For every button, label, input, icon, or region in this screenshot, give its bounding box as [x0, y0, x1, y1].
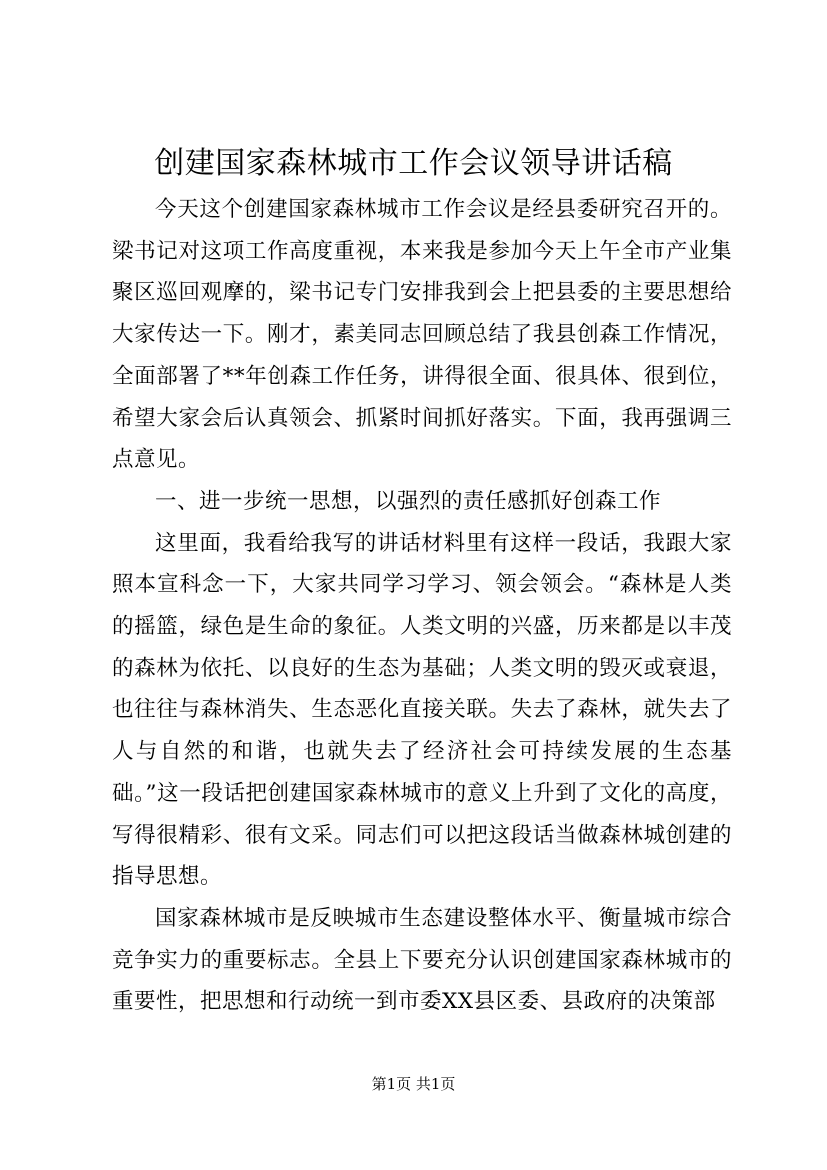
document-body — [112, 189, 732, 1023]
document-title: 创建国家森林城市工作会议领导讲话稿 — [154, 146, 673, 181]
section-heading-1: 一、进一步统一思想，以强烈的责任感抓好创森工作 — [155, 488, 662, 514]
page-number-footer: 第1页 共1页 — [371, 1075, 456, 1093]
paragraph-intro: 今天这个创建国家森林城市工作会议是经县委研究召开的。梁书记对这项工作高度重视，本来我是参加今天上午全市产业集聚区巡回观摩的，梁书记专门安排我到会上把县委的主要思想给大家传达一下。刚才，素美同志回顾总结了我县创森工作情况，全面部署了**年创森工作任务，讲得很全面、很具体、很到位，希望大家会后认真领会、抓紧时间抓好落实。下面，我再强调三点意见。 — [112, 197, 732, 473]
paragraph-significance: 国家森林城市是反映城市生态建设整体水平、衡量城市综合竞争实力的重要标志。全县上下要充分认识创建国家森林城市的重要性，把思想和行动统一到市委XX县区委、县政府的决策部 — [112, 905, 732, 1015]
paragraph-quote: 这里面，我看给我写的讲话材料里有这样一段话，我跟大家照本宣科念一下，大家共同学习学习、领会领会。“森林是人类的摇篮，绿色是生命的象征。人类文明的兴盛，历来都是以丰茂的森林为依托、以良好的生态为基础；人类文明的毁灭或衰退，也往往与森林消失、生态恶化直接关联。失去了森林，就失去了人与自然的和谐，也就失去了经济社会可持续发展的生态基础。”这一段话把创建国家森林城市的意义上升到了文化的高度，写得很精彩、很有文采。同志们可以把这段话当做森林城创建的指导思想。 — [112, 530, 732, 890]
